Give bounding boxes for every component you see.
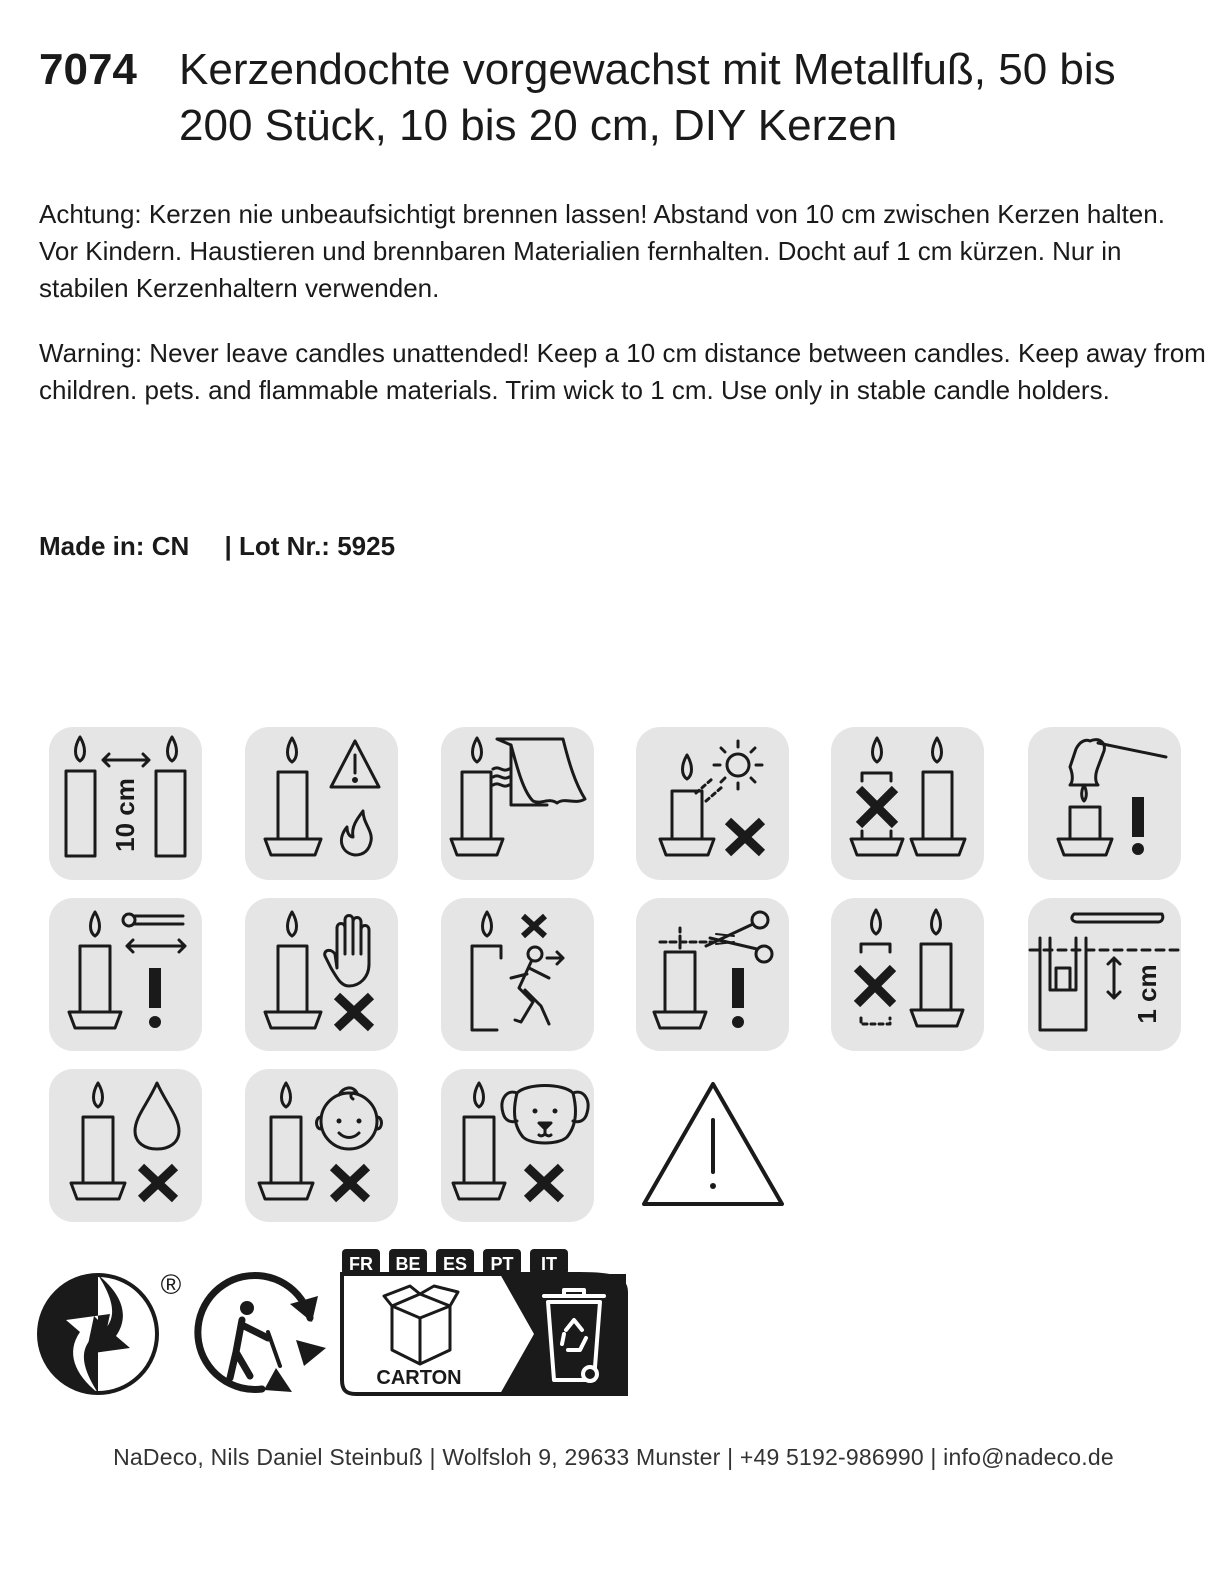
lot-value: 5925: [337, 531, 396, 561]
trim-length-label: 1 cm: [1132, 964, 1162, 1024]
lot-label: | Lot Nr.:: [224, 531, 330, 561]
warning-triangle-icon: [640, 1080, 786, 1213]
distance-label: 10 cm: [110, 778, 140, 852]
candle-leave-room-icon: [441, 898, 594, 1051]
candle-curtain-icon: [441, 727, 594, 880]
material-label: CARTON: [376, 1367, 462, 1389]
candle-stable-holder-icon: [831, 898, 984, 1051]
country-code: IT: [541, 1254, 557, 1274]
country-code: ES: [442, 1254, 468, 1274]
candle-fire-hazard-icon: [245, 727, 398, 880]
country-code: PT: [490, 1254, 514, 1274]
warning-text-de: Achtung: Kerzen nie unbeaufsichtigt brennen lassen! Abstand von 10 cm zwischen Kerzen halten. Vor Kindern. Haustieren und brennbaren Materialien fernhalten. Docht auf 1 cm kürzen. Nur in stabilen Kerzenhaltern verwenden.: [39, 199, 1165, 303]
candle-keep-from-children-icon: [245, 1069, 398, 1222]
origin-lot-line: [39, 528, 395, 564]
made-in-value: CN: [151, 531, 190, 561]
green-dot-icon: [39, 1269, 182, 1393]
candle-keep-from-pets-icon: [441, 1069, 594, 1222]
candle-sunlight-icon: [636, 727, 789, 880]
candle-snuffer-icon: [1028, 727, 1181, 880]
footer-contact: NaDeco, Nils Daniel Steinbuß | Wolfsloh 9, 29633 Munster | +49 5192-986990 | info@nadeco.de: [113, 1444, 1114, 1470]
country-code: FR: [349, 1254, 373, 1274]
candle-holder-spacing-icon: [831, 727, 984, 880]
country-code: BE: [395, 1254, 421, 1274]
candle-match-distance-icon: [49, 898, 202, 1051]
product-title: Kerzendochte vorgewachst mit Metallfuß, 50 bis 200 Stück, 10 bis 20 cm, DIY Kerzen: [179, 45, 1116, 150]
candle-trim-wick-icon: [636, 898, 789, 1051]
article-number: 7074: [39, 45, 137, 94]
recycling-logos: [0, 1248, 640, 1408]
made-in-label: Made in:: [39, 531, 145, 561]
candle-distance-icon: [49, 727, 202, 880]
candle-no-water-icon: [49, 1069, 202, 1222]
warning-text-en: Warning: Never leave candles unattended! Keep a 10 cm distance between candles. Keep away from children. pets. and flammable materials. Trim wick to 1 cm. Use only in stable candle holders.: [39, 338, 1206, 405]
registered-mark: ®: [160, 1269, 182, 1300]
wick-length-icon: [1028, 898, 1181, 1051]
info-tri-label: [342, 1249, 626, 1394]
triman-icon: [198, 1275, 326, 1392]
candle-no-touch-icon: [245, 898, 398, 1051]
